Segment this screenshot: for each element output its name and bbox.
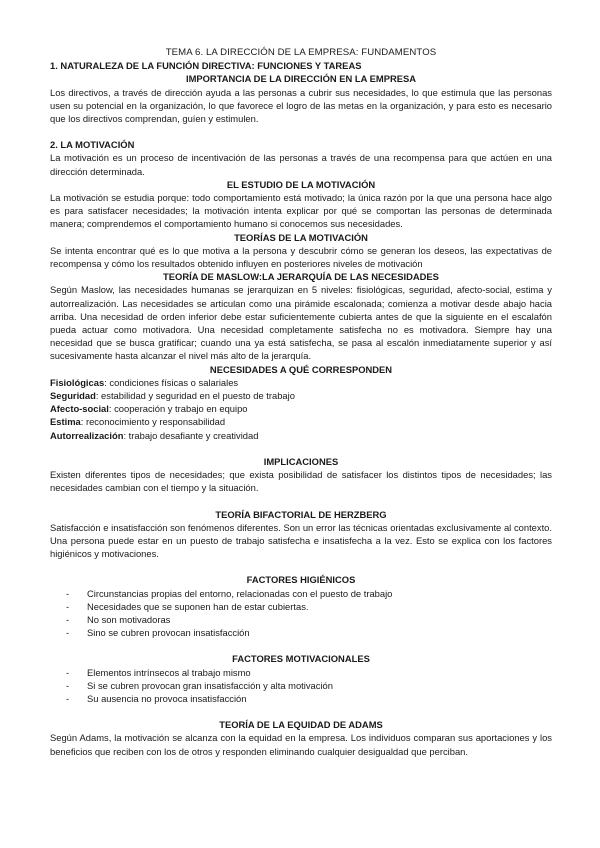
list-item: - Necesidades que se suponen han de estar cubiertas. bbox=[50, 600, 552, 613]
paragraph-implicaciones: Existen diferentes tipos de necesidades; que exista posibilidad de satisfacer los distintos tipos de necesidades; las necesidades cambian con el tiempo y la situación. bbox=[50, 469, 552, 494]
need-desc: : trabajo desafiante y creatividad bbox=[123, 429, 259, 441]
paragraph-importancia: Los directivos, a través de dirección ayuda a las personas a cubrir sus necesidades, lo que estimula que las personas usen su potencial en la organización, lo que favorece el logro de las metas en la organización, y para esto es necesario que los directivos comprendan, guíen y estimulen. bbox=[50, 86, 552, 125]
heading-adams: TEORÍA DE LA EQUIDAD DE ADAMS bbox=[219, 719, 383, 731]
heading-herzberg: TEORÍA BIFACTORIAL DE HERZBERG bbox=[215, 508, 387, 520]
paragraph-maslow: Según Maslow, las necesidades humanas se jerarquizan en 5 niveles: fisiológicas, seguridad, afecto-social, estima y autorrealización. Las necesidades se articulan como una pirámide escalonada; comienza a motivar desde abajo hacia arriba. Una necesidad de orden inferior debe estar suficientemente cubierta antes de que la siguiente en el escalafón pueda actuar como motivadora. Una necesidad completamente satisfecha no es motivadora. Siempre hay una necesidad que se busca gratificar; cuando una ya está satisfecha, se pasa al escalón inmediatamente superior y así sucesivamente hasta alcanzar el nivel más alto de la jerarquía. bbox=[50, 284, 552, 362]
subheading-importancia: IMPORTANCIA DE LA DIRECCIÓN EN LA EMPRESA bbox=[185, 73, 417, 85]
heading-necesidades: NECESIDADES A QUÉ CORRESPONDEN bbox=[209, 363, 393, 375]
paragraph-adams: Según Adams, la motivación se alcanza con la equidad en la empresa. Los individuos comparan sus aportaciones y los beneficios que reciben con los de otros y responden eliminando cualquier desigualdad que perciban. bbox=[50, 732, 552, 757]
heading-factores-motivacionales: FACTORES MOTIVACIONALES bbox=[232, 653, 370, 665]
need-item-estima bbox=[50, 415, 552, 428]
list-item: - Su ausencia no provoca insatisfacción bbox=[50, 692, 552, 705]
heading-teorias: TEORÍAS DE LA MOTIVACIÓN bbox=[234, 231, 368, 243]
heading-estudio: EL ESTUDIO DE LA MOTIVACIÓN bbox=[226, 178, 376, 190]
paragraph-motivacion: La motivación es un proceso de incentivación de las personas a través de una recompensa para que actúen en una dirección determinada. bbox=[50, 152, 552, 177]
heading-maslow: TEORÍA DE MASLOW:LA JERARQUÍA DE LAS NECESIDADES bbox=[163, 271, 439, 283]
need-term: Estima bbox=[50, 416, 81, 428]
paragraph-herzberg: Satisfacción e insatisfacción son fenómenos diferentes. Son un error las técnicas orientadas exclusivamente al contexto. Una persona puede estar en un puesto de trabajo satisfecha e insatisfecha a la vez. Esto se explica con los factores higiénicos y motivaciones. bbox=[50, 521, 552, 560]
need-term: Afecto-social bbox=[50, 403, 109, 415]
need-term: Autorrealización bbox=[50, 429, 124, 441]
paragraph-estudio: La motivación se estudia porque: todo comportamiento está motivado; la única razón por la que una persona hace algo es para satisfacer necesidades; la motivación intenta explicar por qué se comportan las personas de determinada manera; comprendemos el comportamiento humano si conocemos sus necesidades. bbox=[50, 192, 552, 230]
need-desc: : cooperación y trabajo en equipo bbox=[108, 403, 248, 415]
section-heading-motivacion: 2. LA MOTIVACIÓN bbox=[50, 139, 135, 151]
list-item: - Sino se cubren provocan insatisfacción bbox=[50, 626, 552, 639]
need-term: Fisiológicas bbox=[50, 376, 105, 388]
list-item: - Circunstancias propias del entorno, relacionadas con el puesto de trabajo bbox=[50, 587, 552, 600]
need-item-fisiologicas bbox=[50, 376, 552, 389]
list-item: - Elementos intrínsecos al trabajo mismo bbox=[50, 666, 552, 679]
section-heading-naturaleza: 1. NATURALEZA DE LA FUNCIÓN DIRECTIVA: FUNCIONES Y TAREAS bbox=[50, 60, 362, 72]
need-desc: : condiciones físicas o salariales bbox=[104, 376, 239, 388]
need-item-afecto-social bbox=[50, 402, 552, 415]
need-item-seguridad bbox=[50, 389, 552, 402]
heading-factores-higienicos: FACTORES HIGIÉNICOS bbox=[246, 574, 356, 586]
need-item-autorrealizacion bbox=[50, 429, 552, 442]
need-term: Seguridad bbox=[50, 390, 96, 402]
list-item: - Si se cubren provocan gran insatisfacción y alta motivación bbox=[50, 679, 552, 692]
heading-implicaciones: IMPLICACIONES bbox=[263, 455, 339, 467]
list-factores-higienicos bbox=[50, 587, 552, 640]
list-item: - No son motivadoras bbox=[50, 613, 552, 626]
need-desc: : reconocimiento y responsabilidad bbox=[80, 416, 226, 428]
document-title: TEMA 6. LA DIRECCIÓN DE LA EMPRESA: FUNDAMENTOS bbox=[165, 47, 437, 58]
paragraph-teorias: Se intenta encontrar qué es lo que motiva a la persona y descubrir cómo se generan los deseos, las expectativas de recompensa y cómo los resultados obtenido influyen en posteriores niveles de motivación bbox=[50, 244, 552, 270]
list-factores-motivacionales bbox=[50, 666, 552, 706]
need-desc: : estabilidad y seguridad en el puesto de trabajo bbox=[95, 390, 295, 402]
